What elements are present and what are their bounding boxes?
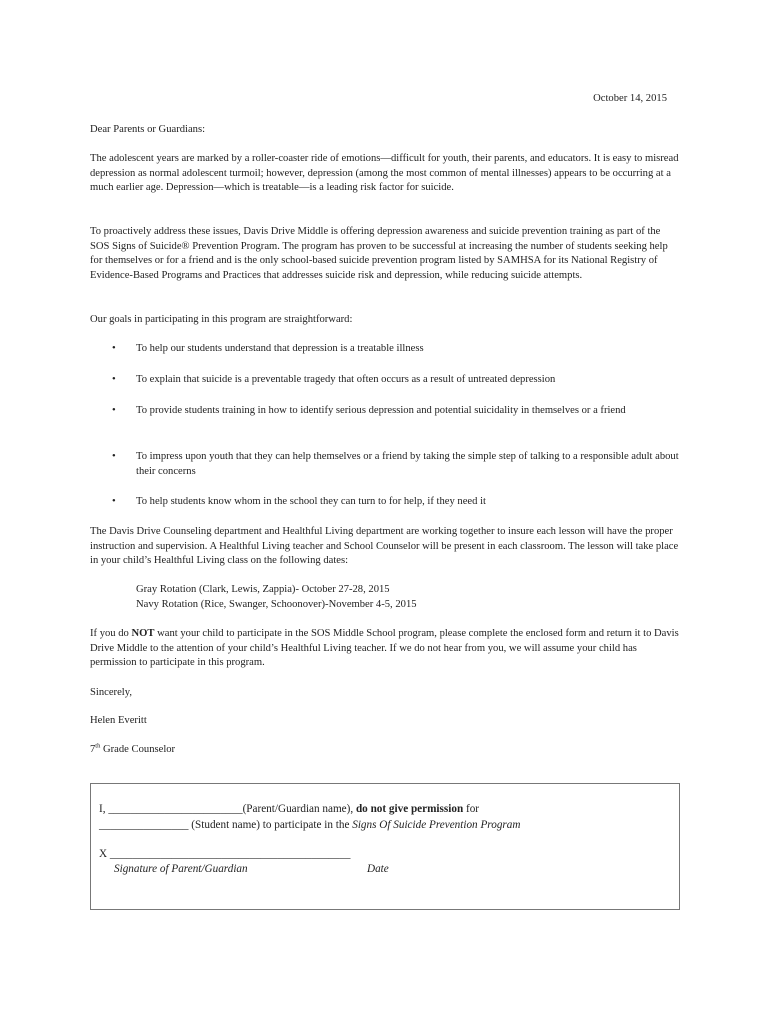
signature-line[interactable]: X ___________________________________________ bbox=[99, 848, 351, 860]
bullet-icon: • bbox=[112, 451, 116, 462]
goal-item: To provide students training in how to identify serious depression and potential suicidality in themselves or a friend bbox=[136, 405, 626, 416]
program-paragraph: To proactively address these issues, Davis Drive Middle is offering depression awareness and suicide prevention training as part of the SOS Signs of Suicide® Prevention Program. The program has proven to be successful at increasing the number of students seeking help for themselves or for a friend and is the only school-based suicide prevention program listed by SAMHSA for its National Registry of Evidence-Based Programs and Practices that addresses suicide risk and depression, while reducing suicide attempts. bbox=[90, 226, 668, 281]
form-line-student: ________________ (Student name) to participate in the Signs Of Suicide Prevention Program bbox=[99, 819, 521, 831]
bullet-icon: • bbox=[112, 496, 116, 507]
date-label: Date bbox=[367, 863, 389, 875]
goals-intro: Our goals in participating in this program are straightforward: bbox=[90, 314, 353, 325]
not-emphasis: NOT bbox=[131, 628, 155, 639]
signer-title: 7th Grade Counselor bbox=[90, 742, 176, 755]
goal-item: To help students know whom in the school they can turn to for help, if they need it bbox=[136, 496, 486, 507]
signer-name: Helen Everitt bbox=[90, 715, 147, 726]
closing: Sincerely, bbox=[90, 687, 132, 698]
goal-item: To impress upon youth that they can help themselves or a friend by taking the simple step of talking to a responsible adult about their concerns bbox=[136, 451, 679, 477]
intro-paragraph: The adolescent years are marked by a roller-coaster ride of emotions—difficult for youth, their parents, and educators. It is easy to misread depression as normal adolescent turmoil; however, depression (among the most common of mental illnesses) appears to be occurring at a much earlier age. Depression—which is treatable—is a leading risk factor for suicide. bbox=[90, 153, 679, 194]
letter-date: October 14, 2015 bbox=[593, 93, 667, 104]
salutation: Dear Parents or Guardians: bbox=[90, 124, 206, 135]
optout-paragraph: If you do NOT want your child to participate in the SOS Middle School program, please complete the enclosed form and return it to Davis Drive Middle to the attention of your child’s Healthful Living teacher. If we do not hear from you, we will assume your child has permission to participate in this program. bbox=[90, 628, 679, 669]
rotation-gray: Gray Rotation (Clark, Lewis, Zappia)- October 27-28, 2015 bbox=[136, 584, 390, 595]
signature-label: Signature of Parent/Guardian bbox=[114, 863, 248, 875]
bullet-icon: • bbox=[112, 374, 116, 385]
departments-paragraph: The Davis Drive Counseling department and Healthful Living department are working together to insure each lesson will have the proper instruction and supervision. A Healthful Living teacher and School Counselor will be present in each classroom. The lesson will take place in your child’s Healthful Living class on the following dates: bbox=[90, 526, 679, 567]
goal-item: To explain that suicide is a preventable tragedy that often occurs as a result of untreated depression bbox=[136, 374, 556, 385]
form-line-parent: I, ________________________(Parent/Guardian name), do not give permission for bbox=[99, 803, 480, 815]
goal-item: To help our students understand that depression is a treatable illness bbox=[136, 343, 424, 354]
bullet-icon: • bbox=[112, 343, 116, 354]
optout-form bbox=[90, 783, 680, 910]
bullet-icon: • bbox=[112, 405, 116, 416]
rotation-navy: Navy Rotation (Rice, Swanger, Schoonover)-November 4-5, 2015 bbox=[136, 599, 417, 610]
